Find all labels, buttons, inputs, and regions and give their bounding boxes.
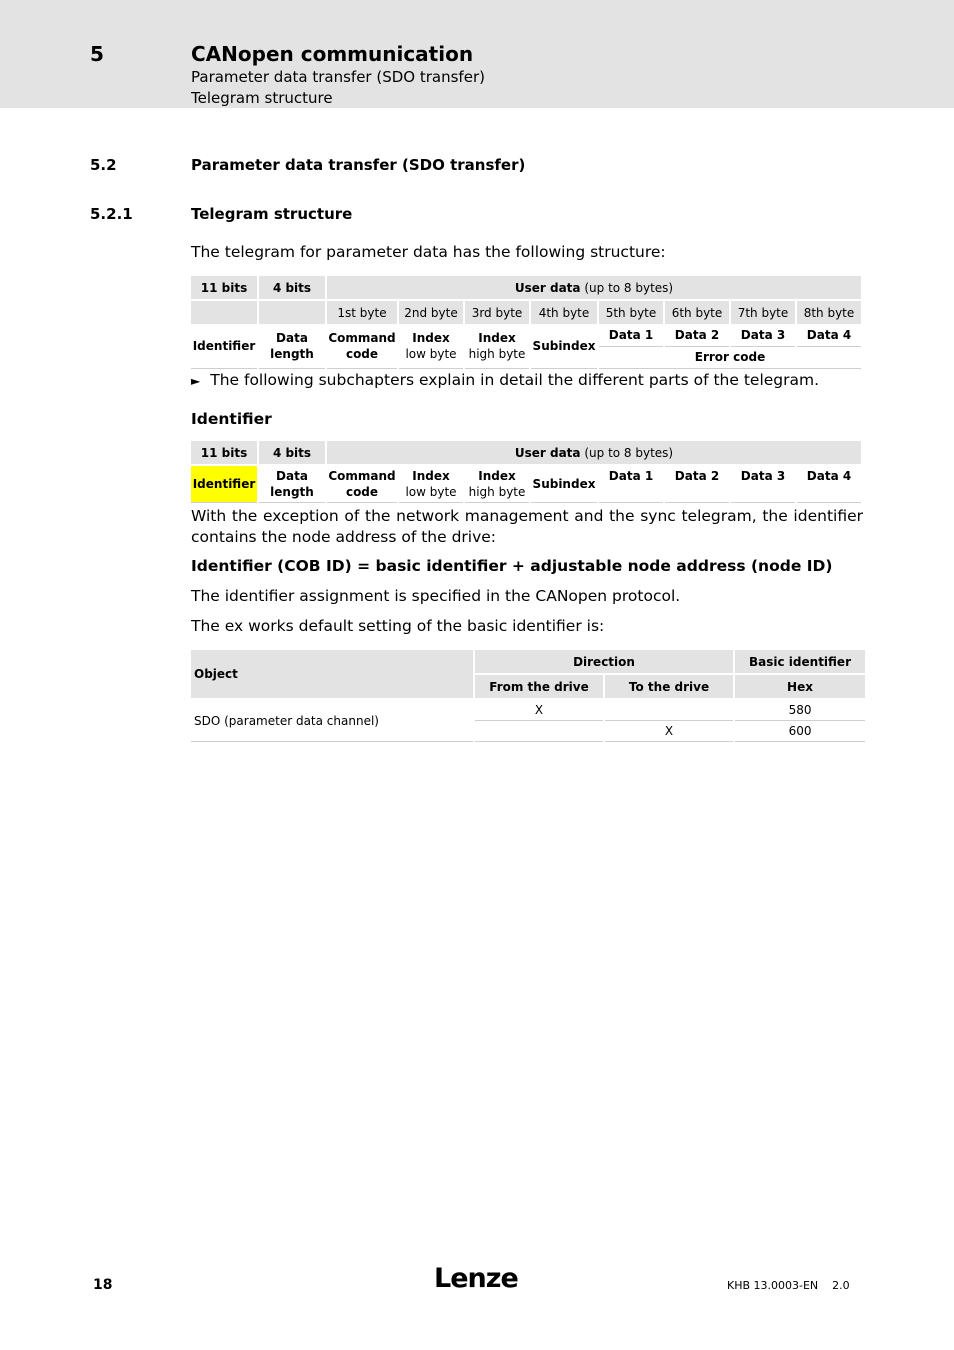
data-3-cell: Data 3 <box>731 464 795 503</box>
data-length-cell <box>259 324 325 369</box>
section-number: 5.2 <box>90 156 117 174</box>
row2-to: X <box>605 721 733 742</box>
chapter-number: 5 <box>90 42 104 66</box>
data-3-cell: Data 3 <box>731 324 795 347</box>
user-data-label: User data <box>514 280 581 295</box>
index-low-cell <box>399 324 463 369</box>
index-low-cell <box>399 464 463 503</box>
byte-6: 6th byte <box>665 299 729 324</box>
sdo-row-label: SDO (parameter data channel) <box>191 698 473 742</box>
data-length-line1: Data <box>276 331 308 345</box>
command-line1: Command <box>328 331 396 345</box>
basic-identifier-header: Basic identifier <box>735 650 865 673</box>
identifier-table <box>189 441 863 503</box>
byte-2: 2nd byte <box>399 299 463 324</box>
empty-cell <box>191 299 257 324</box>
index-high-line2: high byte <box>468 485 526 499</box>
subindex-cell: Subindex <box>531 464 597 503</box>
identifier-cell: Identifier <box>191 324 257 369</box>
index-high-cell <box>465 464 529 503</box>
data-4-cell: Data 4 <box>797 324 861 347</box>
row1-hex: 580 <box>735 698 865 721</box>
user-data-label: User data <box>514 445 581 460</box>
header-4-bits: 4 bits <box>259 276 325 299</box>
hex-header: Hex <box>735 673 865 698</box>
to-drive-header: To the drive <box>605 673 733 698</box>
row1-to <box>605 698 733 721</box>
index-low-line1: Index <box>412 469 450 483</box>
identifier-heading: Identifier <box>191 410 272 428</box>
byte-5: 5th byte <box>599 299 663 324</box>
subsection-number: 5.2.1 <box>90 205 133 223</box>
index-low-line1: Index <box>412 331 450 345</box>
header-11-bits: 11 bits <box>191 276 257 299</box>
from-drive-header: From the drive <box>475 673 603 698</box>
command-line1: Command <box>328 469 396 483</box>
row2-from <box>475 721 603 742</box>
index-high-line2: high byte <box>468 347 526 361</box>
byte-1: 1st byte <box>327 299 397 324</box>
header-subtitle-1: Parameter data transfer (SDO transfer) <box>191 68 485 86</box>
index-high-line1: Index <box>478 469 516 483</box>
subsection-title: Telegram structure <box>191 205 353 223</box>
header-4-bits: 4 bits <box>259 441 325 464</box>
identifier-highlight-cell: Identifier <box>191 464 257 503</box>
page-number: 18 <box>93 1277 113 1293</box>
document-id: KHB 13.0003-EN 2.0 <box>727 1279 850 1292</box>
bullet-marker-icon: ► <box>191 374 201 388</box>
header-subtitle-2: Telegram structure <box>191 89 333 107</box>
data-1-cell: Data 1 <box>599 324 663 347</box>
index-low-line2: low byte <box>405 347 457 361</box>
data-1-cell: Data 1 <box>599 464 663 503</box>
index-high-line1: Index <box>478 331 516 345</box>
data-2-cell: Data 2 <box>665 324 729 347</box>
header-11-bits: 11 bits <box>191 441 257 464</box>
telegram-structure-table <box>189 276 863 369</box>
data-2-cell: Data 2 <box>665 464 729 503</box>
exception-paragraph: With the exception of the network management and the sync telegram, the identifier contains the node address of the drive: <box>191 507 863 546</box>
section-title: Parameter data transfer (SDO transfer) <box>191 156 526 174</box>
default-paragraph: The ex works default setting of the basic identifier is: <box>191 617 605 635</box>
index-high-cell <box>465 324 529 369</box>
direction-header: Direction <box>475 650 733 673</box>
byte-3: 3rd byte <box>465 299 529 324</box>
error-code-cell: Error code <box>599 347 861 370</box>
data-length-line1: Data <box>276 469 308 483</box>
user-data-note: (up to 8 bytes) <box>580 280 674 295</box>
byte-7: 7th byte <box>731 299 795 324</box>
subindex-cell: Subindex <box>531 324 597 369</box>
page-header <box>0 0 954 108</box>
data-4-cell: Data 4 <box>797 464 861 503</box>
basic-identifier-table <box>189 650 867 742</box>
formula-text: Identifier (COB ID) = basic identifier + adjustable node address (node ID) <box>191 557 833 575</box>
assignment-paragraph: The identifier assignment is specified in the CANopen protocol. <box>191 587 681 605</box>
byte-4: 4th byte <box>531 299 597 324</box>
bullet-text: The following subchapters explain in detail the different parts of the telegram. <box>210 371 820 389</box>
object-header: Object <box>191 650 473 698</box>
data-length-cell <box>259 464 325 503</box>
byte-8: 8th byte <box>797 299 861 324</box>
data-length-line2: length <box>270 485 314 499</box>
bullet-item <box>191 370 863 392</box>
command-line2: code <box>345 485 379 499</box>
command-code-cell <box>327 324 397 369</box>
command-line2: code <box>345 347 379 361</box>
row2-hex: 600 <box>735 721 865 742</box>
intro-text: The telegram for parameter data has the following structure: <box>191 243 666 261</box>
header-user-data <box>327 276 861 299</box>
row1-from: X <box>475 698 603 721</box>
chapter-title: CANopen communication <box>191 42 474 66</box>
lenze-logo: Lenze <box>434 1263 518 1294</box>
header-user-data <box>327 441 861 464</box>
user-data-note: (up to 8 bytes) <box>580 445 674 460</box>
data-length-line2: length <box>270 347 314 361</box>
index-low-line2: low byte <box>405 485 457 499</box>
empty-cell <box>259 299 325 324</box>
command-code-cell <box>327 464 397 503</box>
